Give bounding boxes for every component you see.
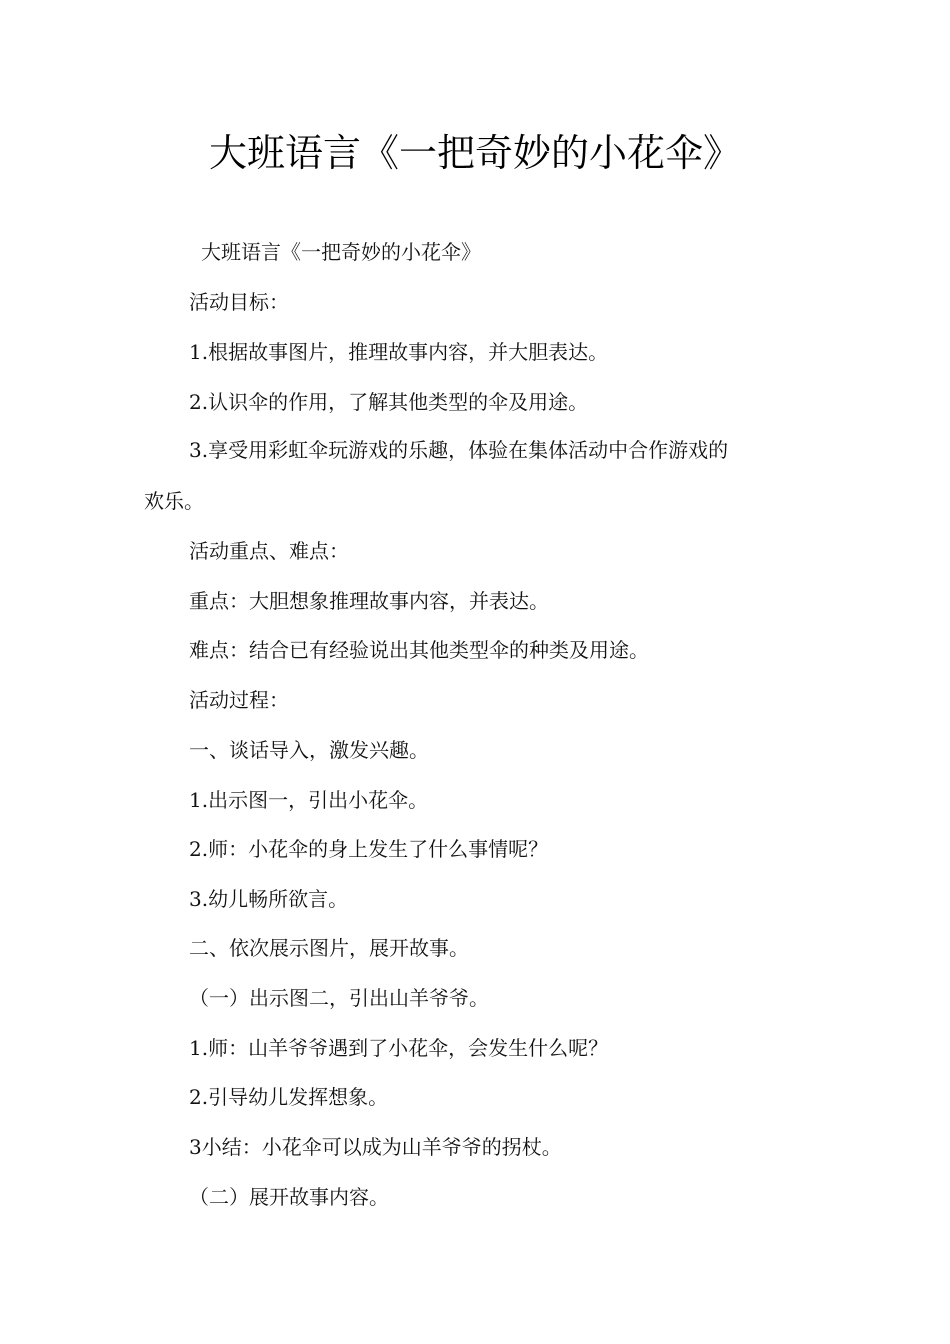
paragraph-section-1-heading: 一、谈话导入，激发兴趣。 (189, 738, 429, 762)
paragraph-goal-3-continued: 欢乐。 (144, 489, 204, 513)
paragraph-key-point: 重点：大胆想象推理故事内容，并表达。 (189, 589, 549, 613)
paragraph-step-2-3: 3小结：小花伞可以成为山羊爷爷的拐杖。 (189, 1135, 562, 1159)
paragraph-step-1-2: 2.师：小花伞的身上发生了什么事情呢？ (189, 837, 549, 861)
paragraph-goal-1: 1.根据故事图片，推理故事内容，并大胆表达。 (189, 340, 609, 364)
paragraph-step-1-3: 3.幼儿畅所欲言。 (189, 887, 349, 911)
paragraph-process-heading: 活动过程： (189, 688, 289, 712)
paragraph-goals-heading: 活动目标： (189, 290, 289, 314)
paragraph-subtitle: 大班语言《一把奇妙的小花伞》 (201, 240, 481, 264)
paragraph-goal-3: 3.享受用彩虹伞玩游戏的乐趣，体验在集体活动中合作游戏的 (189, 438, 729, 462)
paragraph-key-points-heading: 活动重点、难点： (189, 539, 349, 563)
paragraph-step-2-2: 2.引导幼儿发挥想象。 (189, 1085, 389, 1109)
paragraph-subsection-2: （二）展开故事内容。 (189, 1185, 389, 1209)
document-title: 大班语言《一把奇妙的小花伞》 (208, 131, 741, 175)
paragraph-difficulty: 难点：结合已有经验说出其他类型伞的种类及用途。 (189, 638, 649, 662)
paragraph-step-1-1: 1.出示图一，引出小花伞。 (189, 788, 429, 812)
paragraph-goal-2: 2.认识伞的作用，了解其他类型的伞及用途。 (189, 390, 589, 414)
paragraph-subsection-1: （一）出示图二，引出山羊爷爷。 (189, 986, 489, 1010)
paragraph-section-2-heading: 二、依次展示图片，展开故事。 (189, 936, 469, 960)
paragraph-step-2-1: 1.师：山羊爷爷遇到了小花伞，会发生什么呢？ (189, 1036, 609, 1060)
